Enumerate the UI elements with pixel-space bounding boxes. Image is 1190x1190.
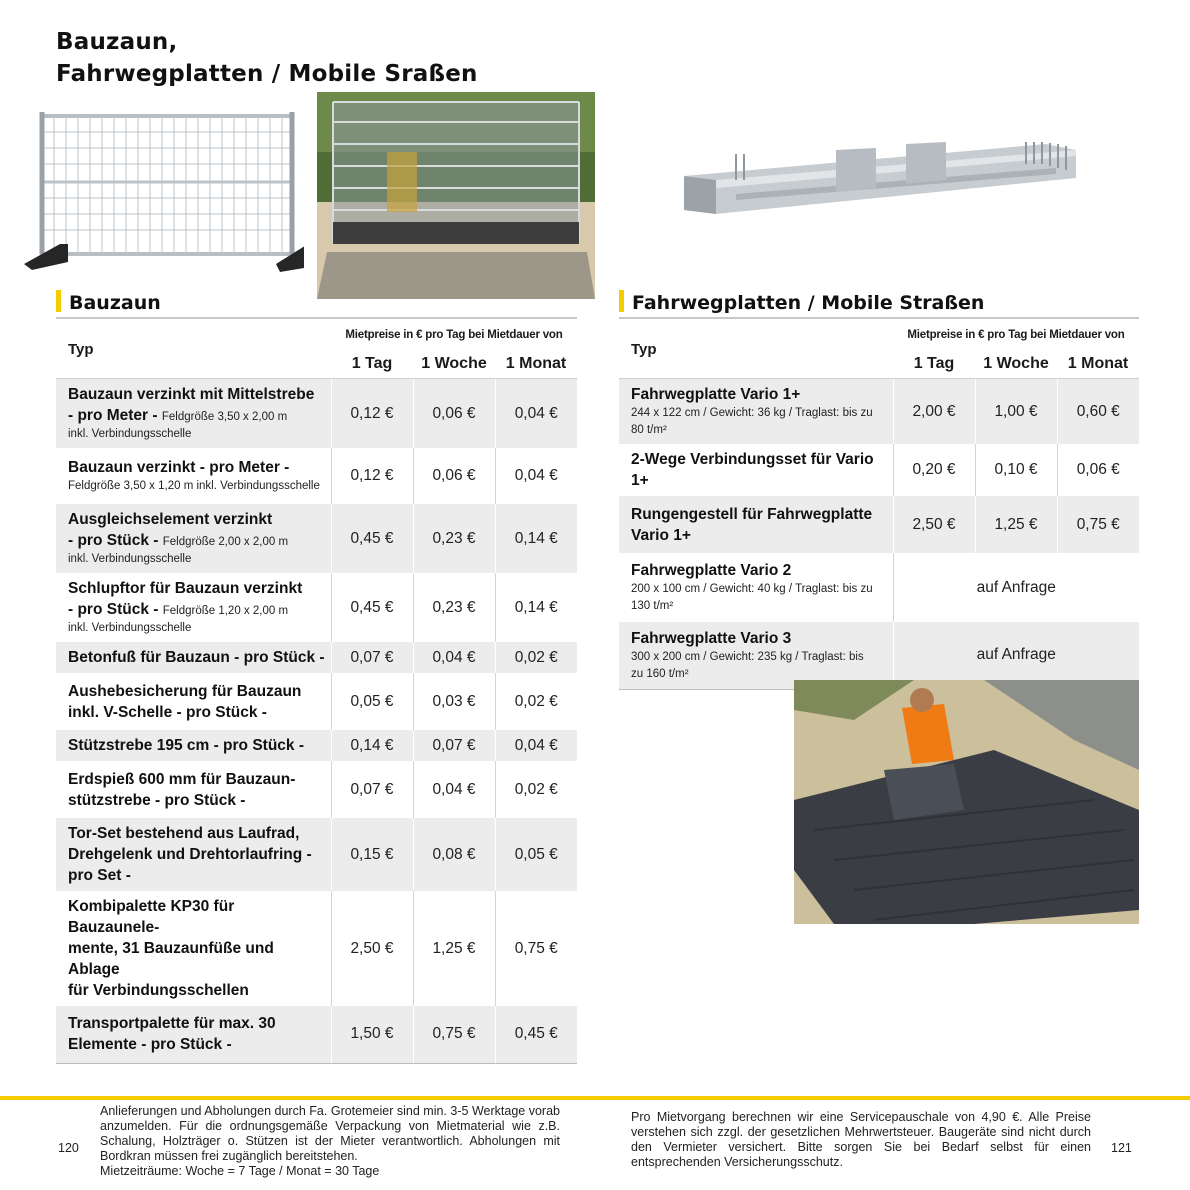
row-name: mente, 31 Bauzaunfüße und Ablage (68, 940, 274, 978)
price-week: 0,03 € (413, 673, 495, 730)
page-number-left: 120 (58, 1141, 79, 1155)
bauzaun-price-table (56, 320, 577, 1064)
price-week: 0,04 € (413, 761, 495, 818)
row-description (619, 379, 893, 445)
row-name: für Verbindungsschellen (68, 982, 249, 999)
row-description (56, 379, 331, 449)
row-name: Rungengestell für Fahrwegplatte (631, 505, 873, 523)
row-description (619, 444, 893, 496)
price-week: 0,08 € (413, 818, 495, 891)
page-number-right: 121 (1111, 1141, 1132, 1155)
price-month: 0,75 € (495, 891, 577, 1006)
row-name: Schlupftor für Bauzaun verzinkt (68, 580, 303, 597)
table-row (56, 730, 577, 761)
table-row (56, 642, 577, 673)
row-detail: Feldgröße 2,00 x 2,00 m (162, 536, 289, 548)
row-description (56, 673, 331, 730)
table-row (56, 504, 577, 573)
price-month: 0,60 € (1057, 379, 1139, 445)
price-day: 0,12 € (331, 448, 413, 504)
price-day: 0,07 € (331, 761, 413, 818)
price-month: 0,02 € (495, 673, 577, 730)
price-day: 0,07 € (331, 642, 413, 673)
heading-accent-bar (56, 290, 61, 312)
fence-pallet-photo (317, 92, 595, 299)
table-row (56, 573, 577, 642)
price-day: 0,12 € (331, 379, 413, 449)
price-week: 1,25 € (975, 496, 1057, 553)
row-name: - pro Stück - (68, 601, 159, 618)
row-detail: zu 160 t/m² (631, 667, 689, 680)
table-row (56, 379, 577, 449)
bauzaun-section-heading (56, 289, 576, 315)
row-name: Fahrwegplatte Vario 1+ (631, 386, 801, 403)
row-name: Betonfuß für Bauzaun - pro Stück - (68, 649, 325, 666)
col-header-day: 1 Tag (893, 350, 975, 379)
row-name: Stützstrebe 195 cm - pro Stück - (68, 737, 305, 754)
row-detail: 200 x 100 cm / Gewicht: 40 kg / Traglast: bis zu (631, 583, 873, 595)
road-plate-install-photo (794, 680, 1139, 924)
col-header-typ: Typ (619, 320, 893, 379)
row-detail: 244 x 122 cm / Gewicht: 36 kg / Traglast: bis zu (631, 407, 873, 419)
price-day: 0,14 € (331, 730, 413, 761)
row-detail: Feldgröße 1,20 x 2,00 m (162, 605, 289, 617)
table-row (619, 379, 1139, 445)
table-row (56, 761, 577, 818)
fahrweg-heading-rule (619, 317, 1139, 319)
row-description (56, 573, 331, 642)
price-month: 0,75 € (1057, 496, 1139, 553)
price-month: 0,04 € (495, 379, 577, 449)
row-detail: inkl. Verbindungsschelle (68, 622, 192, 634)
price-day: 0,20 € (893, 444, 975, 496)
table-row (619, 496, 1139, 553)
footer-note-right (631, 1110, 1091, 1170)
price-week: 0,23 € (413, 573, 495, 642)
footer-note-right-body: Pro Mietvorgang berechnen wir eine Servicepauschale von 4,90 €. Alle Preise verstehen sich zzgl. der gesetzlichen Mehrwertsteuer. Baugeräte sind nicht durch den Vermieter versichert. Bitte sorgen Sie bei Bedarf selbst für einen entsprechenden Versicherungsschutz. (631, 1110, 1091, 1169)
row-description (56, 504, 331, 573)
row-name: Elemente - pro Stück - (68, 1036, 232, 1054)
col-header-day: 1 Tag (331, 350, 413, 379)
row-name: Aushebesicherung für Bauzaun (68, 682, 302, 700)
row-detail: Feldgröße 3,50 x 1,20 m inkl. Verbindungsschelle (68, 480, 320, 492)
table-row (56, 891, 577, 1006)
price-on-request: auf Anfrage (893, 553, 1139, 622)
price-week: 0,75 € (413, 1006, 495, 1063)
price-week: 0,10 € (975, 444, 1057, 496)
table-row (56, 818, 577, 891)
fahrweg-section-heading (619, 289, 1139, 315)
price-week: 1,00 € (975, 379, 1057, 445)
price-month: 0,06 € (1057, 444, 1139, 496)
row-name: Bauzaun verzinkt mit Mittelstrebe (68, 386, 315, 403)
row-name: Bauzaun verzinkt - pro Meter - (68, 459, 290, 476)
table-row (619, 622, 1139, 689)
row-description (619, 622, 893, 689)
row-name: - pro Stück - (68, 532, 159, 549)
price-month: 0,02 € (495, 761, 577, 818)
row-detail: 300 x 200 cm / Gewicht: 235 kg / Traglast: bis (631, 650, 864, 663)
price-week: 0,04 € (413, 642, 495, 673)
row-detail: inkl. Verbindungsschelle (68, 553, 192, 565)
row-name: Ausgleichselement verzinkt (68, 511, 273, 528)
row-description (56, 730, 331, 761)
table-row (56, 673, 577, 730)
price-week: 0,07 € (413, 730, 495, 761)
footer-note-left (100, 1104, 560, 1179)
price-week: 0,06 € (413, 448, 495, 504)
col-header-group: Mietpreise in € pro Tag bei Mietdauer von (345, 329, 563, 341)
row-name: - pro Meter - (68, 407, 158, 424)
price-month: 0,04 € (495, 730, 577, 761)
price-week: 1,25 € (413, 891, 495, 1006)
col-header-week: 1 Woche (413, 350, 495, 379)
fence-element-photo (20, 92, 304, 290)
col-header-group: Mietpreise in € pro Tag bei Mietdauer von (907, 329, 1125, 341)
price-week: 0,23 € (413, 504, 495, 573)
row-name: Drehgelenk und Drehtorlaufring - (68, 846, 312, 863)
row-name: Vario 1+ (631, 526, 691, 544)
row-detail: 80 t/m² (631, 424, 667, 436)
col-header-month: 1 Monat (495, 350, 577, 379)
price-day: 0,45 € (331, 573, 413, 642)
price-week: 0,06 € (413, 379, 495, 449)
row-description (56, 448, 331, 504)
row-description (619, 496, 893, 553)
table-row (56, 1006, 577, 1063)
row-name: Erdspieß 600 mm für Bauzaun- (68, 770, 296, 788)
price-day: 0,05 € (331, 673, 413, 730)
col-header-month: 1 Monat (1057, 350, 1139, 379)
row-description (619, 553, 893, 622)
row-name: Fahrwegplatte Vario 3 (631, 629, 792, 647)
footer-note-left-body: Anlieferungen und Abholungen durch Fa. Grotemeier sind min. 3-5 Werktage vorab anzumelden. Für die ordnungsgemäße Verpackung von Mietmaterial wie z.B. Schalung, Holzträger o. Stützen ist der Mieter verantwortlich. Abholungen mit Bordkran müssen frei zugänglich bereitstehen. (100, 1104, 560, 1163)
col-header-typ: Typ (56, 320, 331, 379)
price-month: 0,45 € (495, 1006, 577, 1063)
row-name: Kombipalette KP30 für Bauzaunele- (68, 898, 235, 936)
row-description (56, 818, 331, 891)
fahrweg-price-table (619, 320, 1139, 690)
row-name: stützstrebe - pro Stück - (68, 791, 246, 809)
price-month: 0,04 € (495, 448, 577, 504)
price-day: 0,15 € (331, 818, 413, 891)
price-month: 0,14 € (495, 573, 577, 642)
row-name: Transportpalette für max. 30 (68, 1015, 276, 1033)
row-detail: inkl. Verbindungsschelle (68, 428, 192, 440)
table-row (56, 448, 577, 504)
plate-rack-photo (676, 128, 1084, 218)
bauzaun-heading-text: Bauzaun (69, 292, 161, 314)
bauzaun-heading-rule (56, 317, 577, 319)
row-detail: 130 t/m² (631, 600, 674, 612)
price-day: 2,00 € (893, 379, 975, 445)
row-name: inkl. V-Schelle - pro Stück - (68, 703, 267, 721)
table-row (619, 444, 1139, 496)
price-day: 1,50 € (331, 1006, 413, 1063)
col-header-week: 1 Woche (975, 350, 1057, 379)
row-detail: Feldgröße 3,50 x 2,00 m (161, 411, 288, 423)
row-description (56, 642, 331, 673)
heading-accent-bar (619, 290, 624, 312)
row-description (56, 761, 331, 818)
fahrweg-heading-text: Fahrwegplatten / Mobile Straßen (632, 292, 985, 314)
footer-accent-line (0, 1096, 1190, 1100)
price-day: 2,50 € (893, 496, 975, 553)
price-day: 2,50 € (331, 891, 413, 1006)
row-description (56, 1006, 331, 1063)
row-name: Fahrwegplatte Vario 2 (631, 562, 792, 579)
price-month: 0,02 € (495, 642, 577, 673)
page-title (56, 26, 478, 90)
price-day: 0,45 € (331, 504, 413, 573)
price-month: 0,14 € (495, 504, 577, 573)
row-description (56, 891, 331, 1006)
page-title-line-1: Bauzaun, (56, 29, 178, 55)
price-on-request: auf Anfrage (893, 622, 1139, 689)
page-title-line-2: Fahrwegplatten / Mobile Sraßen (56, 61, 478, 87)
row-name: 2-Wege Verbindungsset für Vario 1+ (631, 451, 874, 489)
table-row (619, 553, 1139, 622)
price-month: 0,05 € (495, 818, 577, 891)
row-name: Tor-Set bestehend aus Laufrad, (68, 825, 300, 842)
footer-note-left-periods: Mietzeiträume: Woche = 7 Tage / Monat = 30 Tage (100, 1164, 380, 1178)
row-name: pro Set - (68, 867, 131, 884)
